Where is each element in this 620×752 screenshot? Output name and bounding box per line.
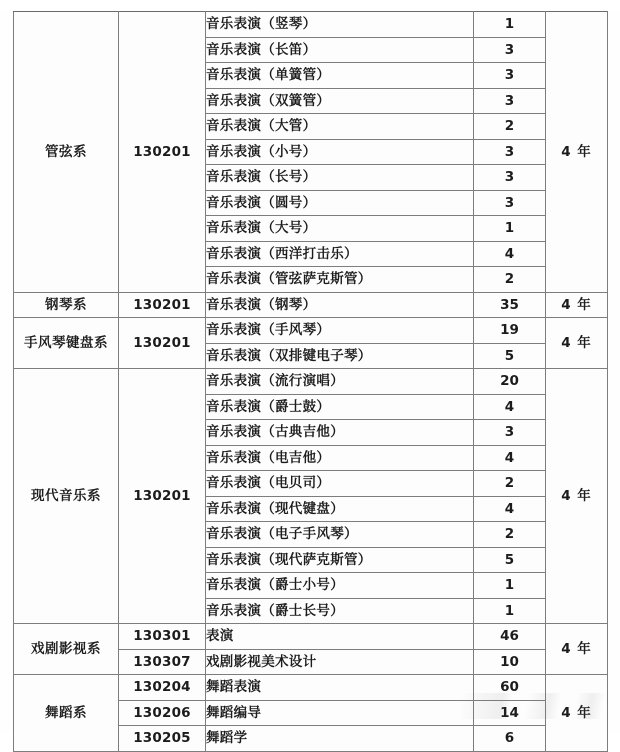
table-row [14,675,608,701]
major-code-cell: 130201 [119,318,206,369]
major-name-cell: 音乐表演（流行演唱） [206,369,474,395]
major-name-cell: 音乐表演（现代萨克斯管） [206,547,474,573]
plan-count-cell: 3 [474,139,546,165]
major-name-cell: 音乐表演（大号） [206,216,474,242]
major-code-cell: 130301 [119,624,206,650]
plan-count-cell: 2 [474,267,546,293]
plan-count-cell: 3 [474,88,546,114]
major-name-cell: 音乐表演（爵士小号） [206,573,474,599]
table-row [14,12,608,38]
plan-count-cell: 20 [474,369,546,395]
major-name-cell: 音乐表演（圆号） [206,190,474,216]
major-code-cell: 130206 [119,700,206,726]
major-name-cell: 音乐表演（电贝司） [206,471,474,497]
major-name-cell: 音乐表演（电吉他） [206,445,474,471]
plan-count-cell: 2 [474,471,546,497]
plan-count-cell: 14 [474,700,546,726]
major-name-cell: 音乐表演（长笛） [206,37,474,63]
major-name-cell: 音乐表演（爵士长号） [206,598,474,624]
table-body [14,12,608,752]
department-cell: 手风琴键盘系 [14,318,119,369]
plan-count-cell: 4 [474,496,546,522]
plan-count-cell: 3 [474,420,546,446]
major-code-cell: 130205 [119,726,206,752]
table-row [14,292,608,318]
plan-count-cell: 46 [474,624,546,650]
major-name-cell: 音乐表演（管弦萨克斯管） [206,267,474,293]
plan-count-cell: 3 [474,190,546,216]
major-code-cell: 130201 [119,369,206,624]
major-name-cell: 音乐表演（爵士鼓） [206,394,474,420]
plan-count-cell: 10 [474,649,546,675]
plan-count-cell: 1 [474,598,546,624]
study-length-cell: 4 年 [546,292,608,318]
major-name-cell: 音乐表演（古典吉他） [206,420,474,446]
major-name-cell: 戏剧影视美术设计 [206,649,474,675]
major-name-cell: 音乐表演（手风琴） [206,318,474,344]
study-length-cell: 4 年 [546,369,608,624]
page-top-margin [0,0,620,10]
plan-count-cell: 1 [474,573,546,599]
plan-count-cell: 3 [474,165,546,191]
major-code-cell: 130201 [119,292,206,318]
major-name-cell: 舞蹈编导 [206,700,474,726]
department-cell: 舞蹈系 [14,675,119,752]
table-row [14,369,608,395]
plan-count-cell: 35 [474,292,546,318]
major-name-cell: 音乐表演（双簧管） [206,88,474,114]
plan-count-cell: 60 [474,675,546,701]
major-code-cell: 130201 [119,12,206,293]
major-name-cell: 音乐表演（小号） [206,139,474,165]
department-cell: 戏剧影视系 [14,624,119,675]
major-code-cell: 130204 [119,675,206,701]
major-name-cell: 音乐表演（电子手风琴） [206,522,474,548]
plan-count-cell: 6 [474,726,546,752]
plan-count-cell: 2 [474,114,546,140]
major-name-cell: 音乐表演（双排键电子琴） [206,343,474,369]
plan-count-cell: 5 [474,343,546,369]
study-length-cell: 4 年 [546,12,608,293]
major-name-cell: 音乐表演（竖琴） [206,12,474,38]
plan-count-cell: 1 [474,216,546,242]
major-name-cell: 舞蹈表演 [206,675,474,701]
major-name-cell: 音乐表演（钢琴） [206,292,474,318]
enrollment-plan-table [13,11,608,752]
major-name-cell: 音乐表演（西洋打击乐） [206,241,474,267]
major-name-cell: 音乐表演（单簧管） [206,63,474,89]
plan-count-cell: 4 [474,241,546,267]
major-name-cell: 音乐表演（现代键盘） [206,496,474,522]
department-cell: 钢琴系 [14,292,119,318]
plan-count-cell: 4 [474,445,546,471]
table-row [14,318,608,344]
major-name-cell: 表演 [206,624,474,650]
major-name-cell: 音乐表演（大管） [206,114,474,140]
major-name-cell: 音乐表演（长号） [206,165,474,191]
plan-count-cell: 3 [474,63,546,89]
plan-count-cell: 4 [474,394,546,420]
plan-count-cell: 19 [474,318,546,344]
major-name-cell: 舞蹈学 [206,726,474,752]
study-length-cell: 4 年 [546,675,608,752]
department-cell: 现代音乐系 [14,369,119,624]
table-row [14,624,608,650]
department-cell: 管弦系 [14,12,119,293]
plan-count-cell: 3 [474,37,546,63]
study-length-cell: 4 年 [546,318,608,369]
plan-count-cell: 1 [474,12,546,38]
plan-count-cell: 5 [474,547,546,573]
study-length-cell: 4 年 [546,624,608,675]
major-code-cell: 130307 [119,649,206,675]
plan-count-cell: 2 [474,522,546,548]
